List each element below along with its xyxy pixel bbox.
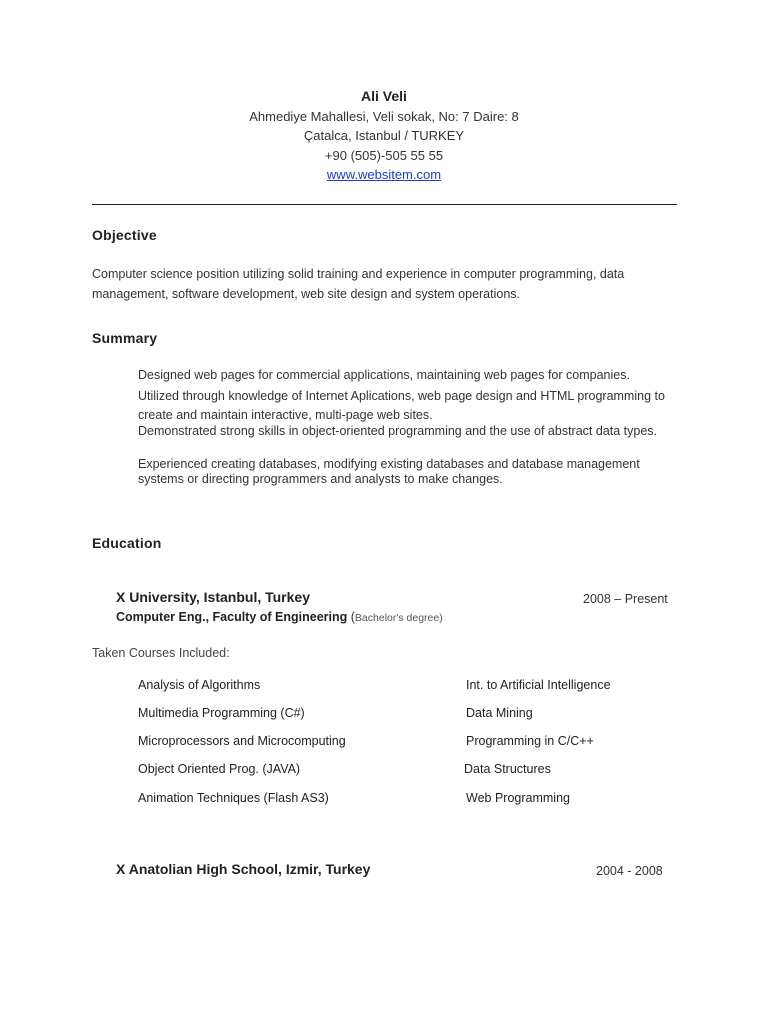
header-divider	[92, 204, 677, 205]
phone-number: +90 (505)-505 55 55	[324, 148, 444, 163]
address-line-1: Ahmediye Mahallesi, Veli sokak, No: 7 Daire: 8	[249, 109, 519, 124]
course-item: Data Structures	[464, 762, 551, 776]
summary-item: Designed web pages for commercial applications, maintaining web pages for companies.	[138, 368, 630, 382]
candidate-name: Ali Veli	[361, 88, 407, 104]
degree-type: Bachelor's degree)	[354, 612, 443, 624]
course-item: Multimedia Programming (C#)	[138, 706, 305, 720]
degree-open-paren: (	[350, 610, 355, 624]
course-item: Web Programming	[466, 791, 570, 805]
objective-heading: Objective	[92, 227, 157, 243]
university-name: X University, Istanbul, Turkey	[116, 589, 310, 605]
website-link[interactable]	[0, 167, 768, 182]
course-item: Programming in C/C++	[466, 734, 594, 748]
address-line-2: Çatalca, Istanbul / TURKEY	[303, 128, 465, 143]
high-school-dates: 2004 - 2008	[596, 864, 663, 878]
course-item: Analysis of Algorithms	[138, 678, 261, 692]
course-item: Int. to Artificial Intelligence	[466, 678, 611, 692]
summary-item: Demonstrated strong skills in object-oriented programming and the use of abstract data types.	[138, 424, 658, 438]
course-item: Data Mining	[466, 706, 533, 720]
courses-heading: Taken Courses Included:	[92, 646, 230, 660]
program-name: Computer Eng., Faculty of Engineering	[116, 610, 348, 624]
summary-item: Experienced creating databases, modifying existing databases and database management systems or directing programmers and analysts to make changes.	[138, 457, 640, 486]
summary-heading: Summary	[92, 330, 158, 346]
course-item: Microprocessors and Microcomputing	[138, 734, 346, 748]
university-degree	[116, 610, 443, 624]
university-dates: 2008 – Present	[583, 592, 668, 606]
course-item: Animation Techniques (Flash AS3)	[138, 791, 329, 805]
website-link-text[interactable]: www.websitem.com	[326, 167, 442, 182]
summary-item: Utilized through knowledge of Internet Aplications, web page design and HTML programming to create and maintain interactive, multi-page web sites.	[138, 389, 665, 422]
education-heading: Education	[92, 535, 162, 551]
objective-text: Computer science position utilizing solid training and experience in computer programming, data management, software development, web site design and system operations.	[92, 267, 625, 301]
high-school-name: X Anatolian High School, Izmir, Turkey	[116, 861, 371, 877]
course-item: Object Oriented Prog. (JAVA)	[138, 762, 301, 776]
